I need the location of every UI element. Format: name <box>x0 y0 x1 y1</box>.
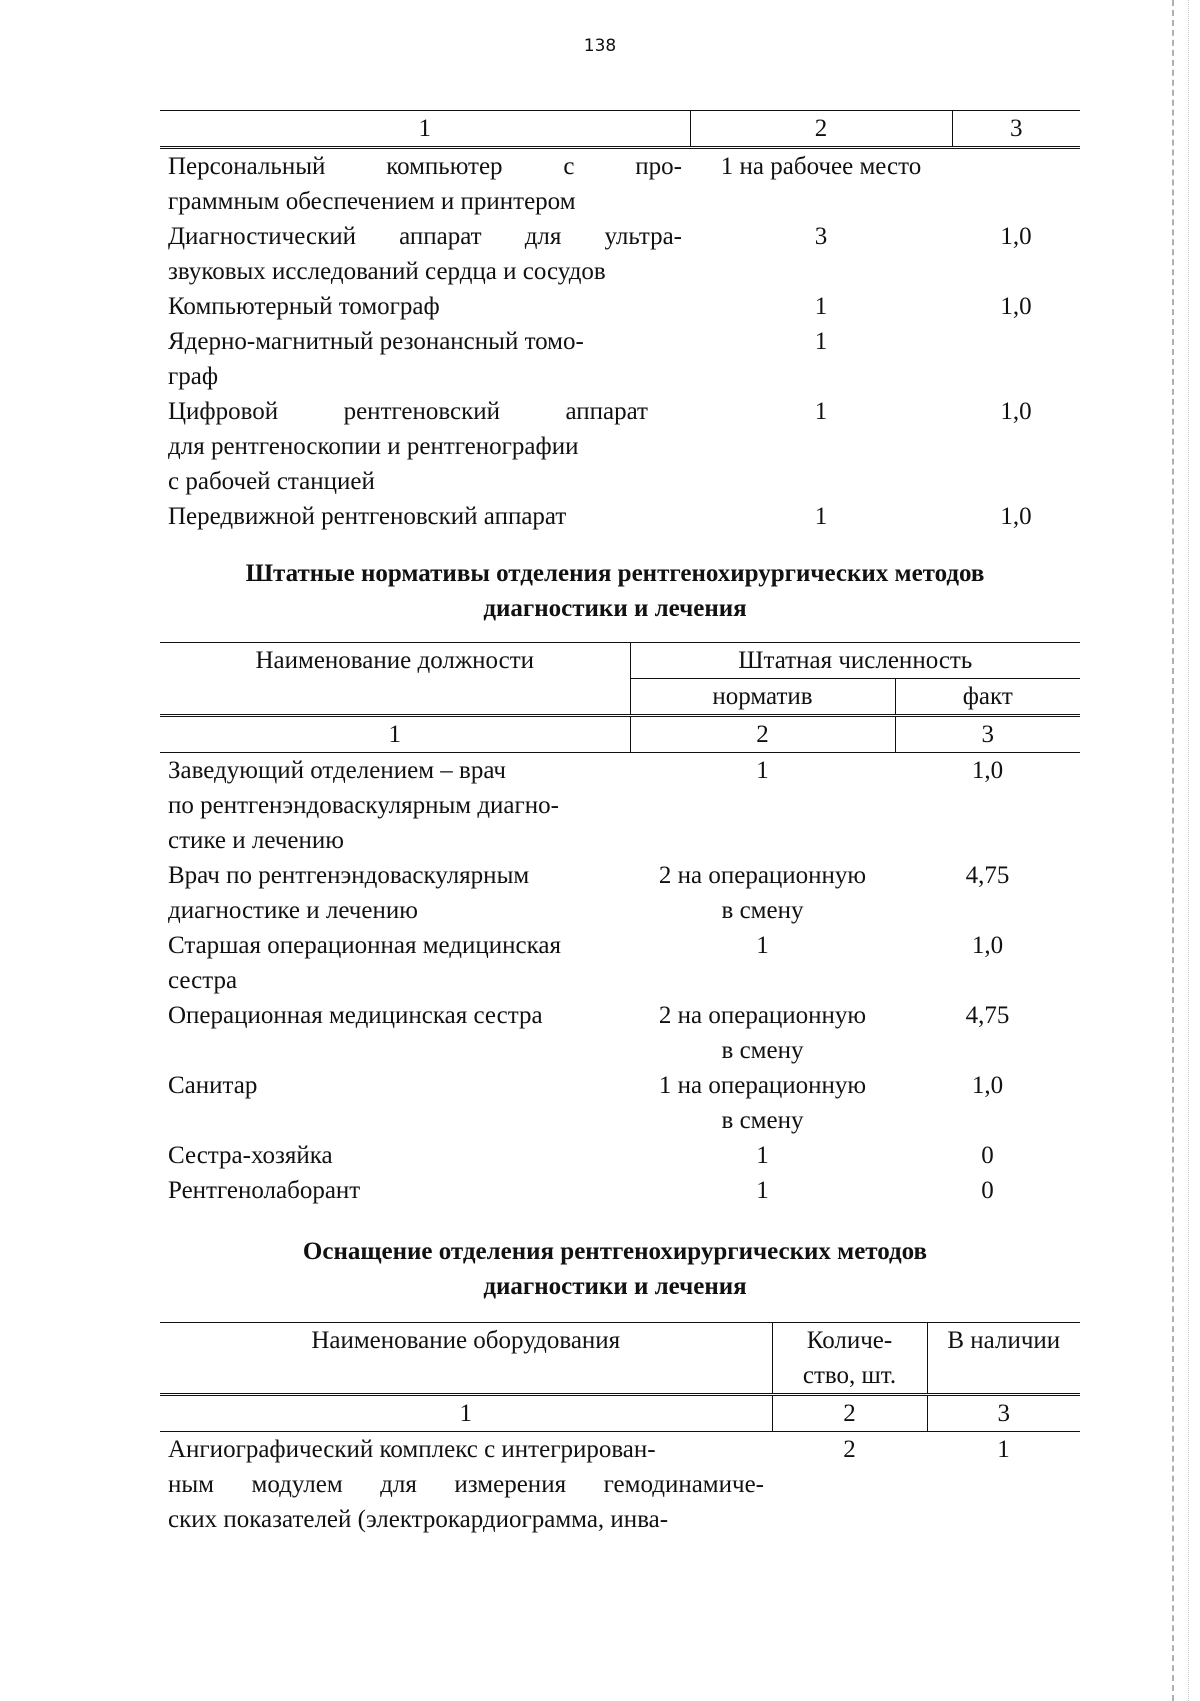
row-norm: 1 <box>756 1142 769 1169</box>
row-name-line: сестра <box>168 967 238 994</box>
col-number-1: 1 <box>160 1395 772 1432</box>
header-quantity <box>772 1323 927 1395</box>
table-row <box>160 1138 1080 1173</box>
staff-table <box>160 642 1080 1208</box>
table-row <box>160 289 1080 324</box>
row-fact: 0 <box>981 1177 994 1204</box>
page-number: 138 <box>583 36 617 56</box>
section-title-line: Штатные нормативы отделения рентгенохирургических методов <box>245 560 985 587</box>
row-name-line: Врач по рентгенэндоваскулярным <box>168 862 530 889</box>
row-name-line: для рентгеноскопии и рентгенографии <box>168 433 579 460</box>
section-title-line: диагностики и лечения <box>483 595 747 622</box>
row-name-line: ских показателей (электрокардиограмма, инва- <box>168 1506 669 1533</box>
col-number-3: 3 <box>927 1395 1080 1432</box>
table-row <box>160 928 1080 998</box>
row-name-line: ным модулем для измерения гемодинамиче- <box>168 1471 764 1498</box>
row-norm: 2 на операционную <box>658 862 867 889</box>
table-header-row <box>160 111 1080 148</box>
table-row <box>160 1432 1080 1538</box>
row-value: 1,0 <box>1000 503 1032 530</box>
row-name-line: Ангиографический комплекс с интегрирован- <box>168 1436 656 1463</box>
col-number-1: 1 <box>160 111 690 148</box>
section-title-line: диагностики и лечения <box>483 1273 747 1300</box>
row-fact: 0 <box>981 1142 994 1169</box>
table-row <box>160 394 1080 499</box>
equipment-table-continued <box>160 110 1080 534</box>
row-value <box>952 148 1080 220</box>
table-row <box>160 324 1080 394</box>
row-norm: 1 <box>756 932 769 959</box>
row-name-line: Передвижной рентгеновский аппарат <box>168 503 567 530</box>
row-fact: 1,0 <box>971 757 1004 784</box>
equipment-section-heading <box>150 1234 1080 1304</box>
row-value <box>952 324 1080 394</box>
row-norm: 1 на операционную <box>658 1072 867 1099</box>
table-row <box>160 148 1080 220</box>
row-fact: 1,0 <box>971 932 1004 959</box>
row-fact: 4,75 <box>965 862 1010 889</box>
row-name-line: Сестра-хозяйка <box>168 1142 333 1169</box>
row-quantity: 2 <box>843 1436 856 1463</box>
row-quantity: 1 <box>814 398 828 425</box>
table-row <box>160 753 1080 859</box>
header-quantity-line: ство, шт. <box>802 1362 897 1389</box>
row-available: 1 <box>997 1436 1010 1463</box>
row-name-line: стике и лечению <box>168 827 344 854</box>
col-number-2: 2 <box>772 1395 927 1432</box>
row-name-line: Заведующий отделением – врач <box>168 757 507 784</box>
header-quantity-line: Количе- <box>806 1327 893 1354</box>
row-name-line: Компьютерный томограф <box>168 293 440 320</box>
column-numbers-row <box>160 1395 1080 1432</box>
row-fact: 4,75 <box>965 1002 1010 1029</box>
row-name-line: звуковых исследований сердца и сосудов <box>168 258 606 285</box>
row-name-line: Ядерно-магнитный резонансный томо- <box>168 328 584 355</box>
row-name-line: Рентгенолаборант <box>168 1177 361 1204</box>
col-number-2: 2 <box>690 111 952 148</box>
col-number-3: 3 <box>952 111 1080 148</box>
row-name-line: Санитар <box>168 1072 258 1099</box>
row-norm: 1 <box>756 1177 769 1204</box>
header-staff-count: Штатная численность <box>630 643 1080 679</box>
row-name-line: Операционная медицинская сестра <box>168 1002 543 1029</box>
row-name-line: граммным обеспечением и принтером <box>168 188 576 215</box>
column-numbers-row <box>160 716 1080 753</box>
row-name-line: Старшая операционная медицинская <box>168 932 561 959</box>
header-equipment-name: Наименование оборудования <box>160 1323 772 1395</box>
scan-edge-line <box>1172 0 1174 1701</box>
row-name-line: Персональный компьютер с про- <box>168 153 682 180</box>
row-value: 1,0 <box>1000 293 1032 320</box>
header-fact: факт <box>895 679 1080 716</box>
row-name-line: граф <box>168 363 219 390</box>
table-row <box>160 858 1080 928</box>
row-fact: 1,0 <box>971 1072 1004 1099</box>
row-quantity: 1 <box>814 503 828 530</box>
col-number-3: 3 <box>895 716 1080 753</box>
row-quantity: 1 на рабочее место <box>720 153 922 180</box>
row-norm: в смену <box>721 897 804 924</box>
header-norm: норматив <box>630 679 895 716</box>
row-quantity: 1 <box>814 293 828 320</box>
col-number-1: 1 <box>160 716 630 753</box>
table-row <box>160 998 1080 1068</box>
header-available: В наличии <box>927 1323 1080 1395</box>
row-norm: 1 <box>756 757 769 784</box>
row-name-line: Цифровой рентгеновский аппарат <box>168 398 648 425</box>
col-number-2: 2 <box>630 716 895 753</box>
row-name-line: с рабочей станцией <box>168 468 375 495</box>
header-position: Наименование должности <box>160 643 630 716</box>
row-norm: 2 на операционную <box>658 1002 867 1029</box>
section-title-line: Оснащение отделения рентгенохирургических методов <box>302 1238 928 1265</box>
row-norm: в смену <box>721 1107 804 1134</box>
row-name-line: диагностике и лечению <box>168 897 418 924</box>
row-norm: в смену <box>721 1037 804 1064</box>
table-row <box>160 1068 1080 1138</box>
row-quantity: 1 <box>814 328 828 355</box>
equipment-table <box>160 1322 1080 1537</box>
row-name-line: по рентгенэндоваскулярным диагно- <box>168 792 559 819</box>
scan-edge-line-2 <box>1188 0 1189 1701</box>
table-row <box>160 499 1080 534</box>
row-name-line: Диагностический аппарат для ультра- <box>168 223 682 250</box>
table-row <box>160 219 1080 289</box>
table-row <box>160 1173 1080 1208</box>
row-value: 1,0 <box>1000 223 1032 250</box>
row-quantity: 3 <box>814 223 828 250</box>
row-value: 1,0 <box>1000 398 1032 425</box>
staff-section-heading <box>150 556 1080 626</box>
